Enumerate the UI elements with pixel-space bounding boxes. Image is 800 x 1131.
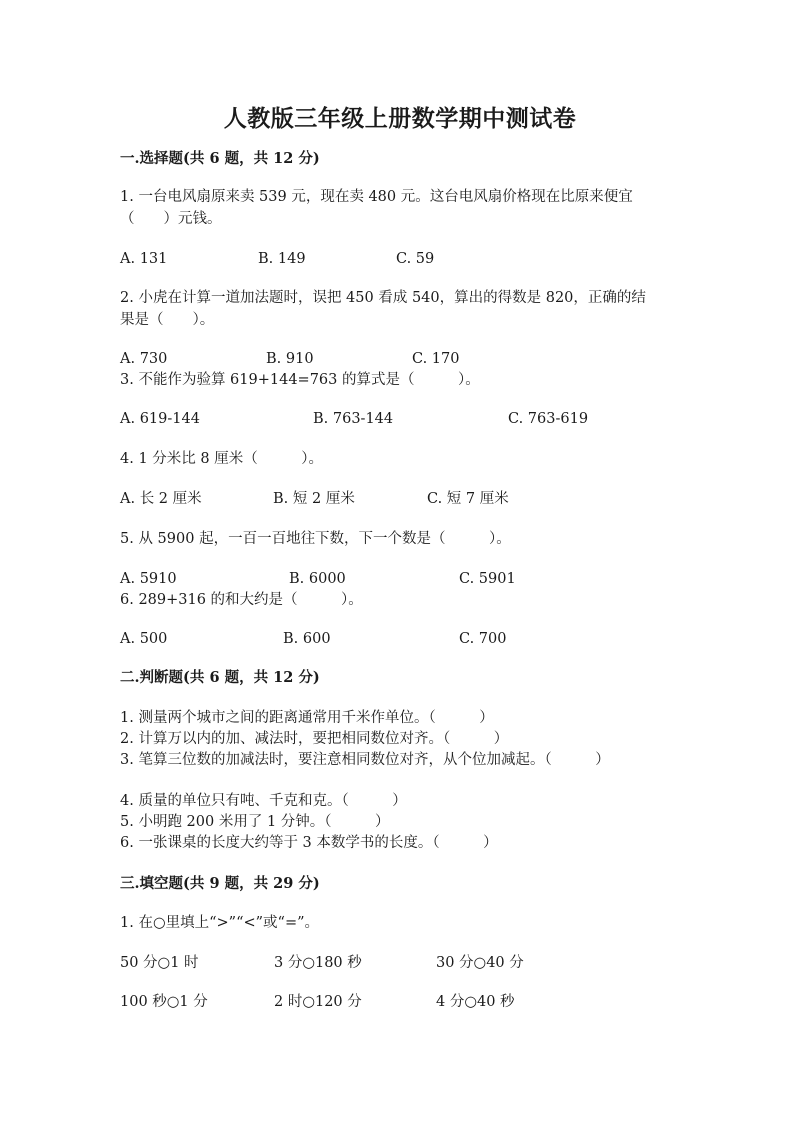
question-text: 4. 1 分米比 8 厘米（ ）。 — [120, 451, 323, 467]
section-heading-fill: 三.填空题(共 9 题，共 29 分) — [120, 875, 320, 892]
option-a: A. 长 2 厘米 — [120, 491, 202, 507]
option-b: B. 600 — [283, 631, 331, 647]
judge-item: 3. 笔算三位数的加减法时，要注意相同数位对齐，从个位加减起。（ ） — [120, 752, 610, 768]
option-b: B. 763-144 — [313, 411, 394, 427]
judge-item: 6. 一张课桌的长度大约等于 3 本数学书的长度。（ ） — [120, 835, 498, 851]
page-title: 人教版三年级上册数学期中测试卷 — [223, 105, 577, 132]
option-b: B. 6000 — [289, 571, 346, 587]
question-text: （ ）元钱。 — [120, 211, 222, 227]
option-a: A. 619-144 — [120, 411, 200, 427]
option-c: C. 700 — [459, 631, 507, 647]
question-text: 1. 在○里填上“>”“<”或“=”。 — [120, 915, 320, 931]
option-c: C. 763-619 — [508, 411, 589, 427]
question-text: 6. 289+316 的和大约是（ ）。 — [120, 592, 363, 608]
section-heading-choice: 一.选择题(共 6 题，共 12 分) — [120, 150, 320, 167]
option-c: C. 5901 — [459, 571, 516, 587]
option-c: C. 59 — [396, 251, 435, 267]
option-a: A. 131 — [120, 251, 168, 267]
compare-item: 2 时○120 分 — [274, 994, 362, 1010]
judge-item: 5. 小明跑 200 米用了 1 分钟。（ ） — [120, 814, 390, 830]
question-text: 3. 不能作为验算 619+144=763 的算式是（ ）。 — [120, 372, 480, 388]
question-text: 2. 小虎在计算一道加法题时，误把 450 看成 540，算出的得数是 820，正确的结 — [120, 290, 646, 306]
option-c: C. 短 7 厘米 — [427, 491, 509, 507]
option-c: C. 170 — [412, 351, 460, 367]
option-a: A. 5910 — [120, 571, 177, 587]
compare-item: 50 分○1 时 — [120, 955, 199, 971]
compare-item: 100 秒○1 分 — [120, 994, 208, 1010]
judge-item: 4. 质量的单位只有吨、千克和克。（ ） — [120, 793, 407, 809]
judge-item: 1. 测量两个城市之间的距离通常用千米作单位。（ ） — [120, 710, 494, 726]
compare-item: 3 分○180 秒 — [274, 955, 362, 971]
compare-item: 30 分○40 分 — [436, 955, 524, 971]
section-heading-judge: 二.判断题(共 6 题，共 12 分) — [120, 669, 320, 686]
compare-item: 4 分○40 秒 — [436, 994, 515, 1010]
option-b: B. 910 — [266, 351, 314, 367]
judge-item: 2. 计算万以内的加、减法时，要把相同数位对齐。（ ） — [120, 731, 509, 747]
option-b: B. 149 — [258, 251, 306, 267]
option-a: A. 500 — [120, 631, 168, 647]
question-text: 1. 一台电风扇原来卖 539 元，现在卖 480 元。这台电风扇价格现在比原来便宜 — [120, 189, 633, 205]
question-text: 5. 从 5900 起，一百一百地往下数，下一个数是（ ）。 — [120, 531, 511, 547]
option-a: A. 730 — [120, 351, 168, 367]
question-text: 果是（ ）。 — [120, 312, 215, 328]
option-b: B. 短 2 厘米 — [273, 491, 355, 507]
